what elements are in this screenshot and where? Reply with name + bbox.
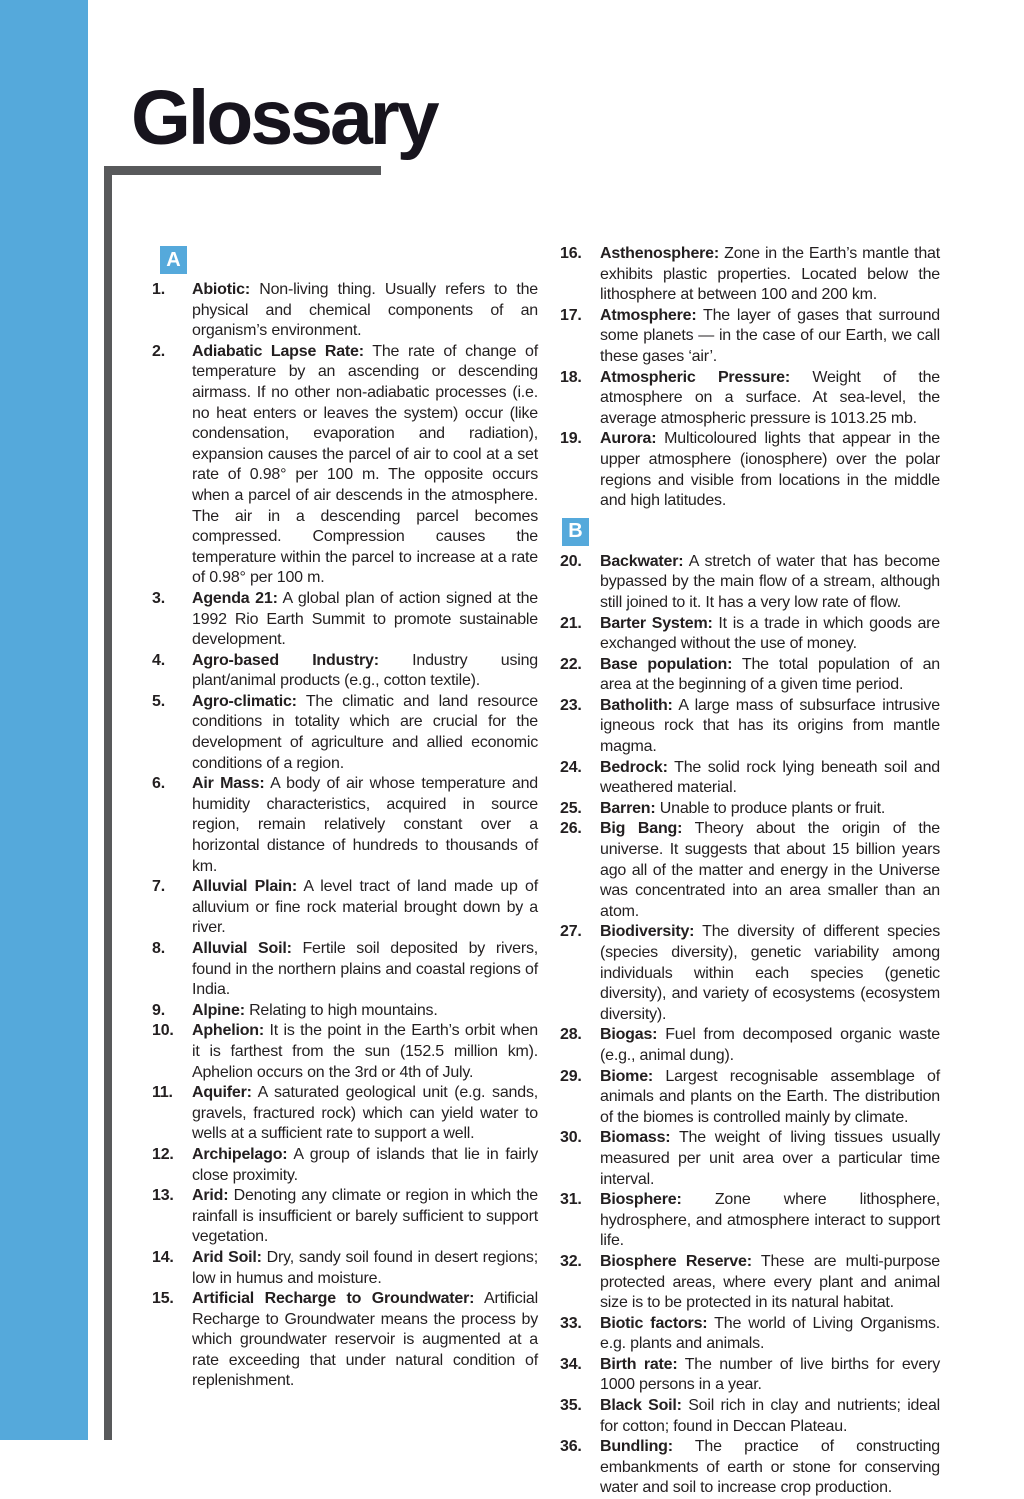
entry-definition: The number of live births for every 1000 persons in a year. — [600, 1355, 940, 1394]
entry-number: 8. — [152, 940, 165, 957]
entry-body — [192, 1022, 538, 1080]
entry-body — [192, 1146, 538, 1184]
glossary-entry — [560, 696, 940, 758]
entry-definition: Multicoloured lights that appear in the upper atmosphere (ionosphere) over the polar regions and visible from locations in the middle and high latitudes. — [600, 430, 940, 510]
entry-number: 18. — [560, 368, 582, 386]
entry-definition: Unable to produce plants or fruit. — [655, 799, 886, 817]
entry-definition: The world of Living Organisms. e.g. plants and animals. — [600, 1314, 940, 1353]
entry-number: 4. — [152, 651, 165, 669]
entry-definition: Theory about the origin of the universe. It suggests that about 15 billion years ago all of the matter and energy in the Universe was concentrated into an area smaller than an atom. — [600, 820, 940, 920]
entry-number: 23. — [560, 696, 582, 714]
glossary-entry — [560, 1190, 940, 1252]
entry-body — [600, 615, 940, 653]
glossary-entry — [560, 552, 940, 614]
entry-number: 24. — [560, 758, 582, 776]
entry-number: 6. — [152, 775, 165, 793]
glossary-entry — [560, 1355, 940, 1396]
entry-definition: A saturated geological unit (e.g. sands, gravels, fractured rock) which can yield water to wells at a sufficient rate to support a well. — [192, 1084, 538, 1143]
entry-definition: Largest recognisable assemblage of animals and plants on the Earth. The distribution of the biomes is controlled mainly by climate. — [600, 1067, 940, 1126]
entry-body — [600, 1315, 940, 1353]
column-left — [152, 244, 538, 1499]
entry-definition: The rate of change of temperature by an ascending or descending airmass. If no other non-adiabatic processes (i.e. no heat enters or leaves the system) occur (like condensation, evaporation and radiation), expansion causes the parcel of air to cool at a set rate of 0.98° per 100 m. The opposite occurs when a parcel of air descends in the atmosphere. The air in a descending parcel becomes compressed. Compression causes the temperature within the parcel to increase at a rate of 0.98° per 100 m. — [192, 342, 538, 587]
entry-term: Arid Soil: — [192, 1248, 262, 1266]
entry-definition: Fuel from decomposed organic waste (e.g., animal dung). — [600, 1026, 940, 1064]
entry-body — [600, 1397, 940, 1435]
entry-body — [600, 1253, 940, 1311]
entry-body — [600, 307, 940, 365]
entry-body — [192, 1187, 538, 1245]
entry-term: Base population: — [600, 655, 733, 673]
entry-term: Biotic factors: — [600, 1314, 708, 1332]
glossary-entry — [152, 1001, 538, 1022]
glossary-entry — [560, 1128, 940, 1190]
entry-term: Barren: — [600, 799, 656, 817]
glossary-entry — [152, 651, 538, 692]
entry-term: Biosphere: — [600, 1191, 682, 1209]
entry-number: 3. — [152, 589, 165, 607]
entry-term: Barter System: — [600, 614, 713, 632]
entry-body — [192, 590, 538, 648]
left-accent-bar — [0, 0, 88, 1440]
section-letter-badge: A — [160, 246, 187, 274]
entry-term: Adiabatic Lapse Rate: — [192, 342, 364, 360]
entry-number: 9. — [152, 1001, 165, 1019]
entry-term: Bedrock: — [600, 758, 668, 776]
column-right — [560, 244, 940, 1499]
entry-definition: Non-living thing. Usually refers to the physical and chemical components of an organism’s environment. — [192, 281, 538, 340]
entry-body — [192, 940, 538, 998]
glossary-entry — [560, 1252, 940, 1314]
glossary-entry — [152, 589, 538, 651]
entry-body — [192, 1290, 538, 1389]
entry-number: 33. — [560, 1314, 582, 1332]
entry-body — [600, 1068, 940, 1126]
entry-body — [192, 878, 538, 936]
entry-term: Backwater: — [600, 552, 684, 570]
entry-number: 35. — [560, 1397, 582, 1415]
entry-definition: The climatic and land resource conditions in totality which are crucial for the development of agriculture and allied economic conditions of a region. — [192, 692, 538, 772]
entry-definition: Soil rich in clay and nutrients; ideal for cotton; found in Deccan Plateau. — [600, 1397, 940, 1435]
glossary-entry — [560, 1025, 940, 1066]
entry-number: 12. — [152, 1145, 174, 1163]
entry-definition: A stretch of water that has become bypassed by the main flow of a stream, although still joined to it. It has a very low rate of flow. — [600, 552, 940, 611]
glossary-entry — [152, 1021, 538, 1083]
entry-term: Agenda 21: — [192, 589, 278, 607]
entry-term: Aquifer: — [192, 1084, 252, 1102]
entry-definition: The total population of an area at the beginning of a given time period. — [600, 655, 940, 694]
entry-number: 26. — [560, 820, 582, 838]
entry-term: Agro-climatic: — [192, 692, 297, 710]
entry-number: 11. — [152, 1084, 173, 1102]
entry-definition: Relating to high mountains. — [244, 1001, 438, 1019]
entry-term: Arid: — [192, 1187, 229, 1205]
glossary-entry — [560, 244, 940, 306]
entry-term: Batholith: — [600, 696, 673, 714]
glossary-entry — [152, 774, 538, 877]
entry-definition: Dry, sandy soil found in desert regions; low in humus and moisture. — [192, 1248, 538, 1287]
entry-term: Alluvial Soil: — [192, 940, 292, 957]
entry-body — [192, 1249, 538, 1287]
entry-number: 5. — [152, 692, 165, 710]
entry-definition: It is a trade in which goods are exchanged without the use of money. — [600, 614, 941, 653]
entry-definition: It is the point in the Earth’s orbit when it is farthest from the sun (152.5 million km). Aphelion occurs on the 3rd or 4th of July. — [192, 1022, 538, 1081]
glossary-entry — [560, 429, 940, 511]
glossary-entry — [560, 1314, 940, 1355]
entry-term: Biosphere Reserve: — [600, 1252, 752, 1270]
entry-body — [192, 1002, 438, 1019]
entry-term: Aurora: — [600, 430, 657, 448]
glossary-content — [152, 244, 940, 1499]
entry-body — [600, 1356, 940, 1394]
entry-number: 14. — [152, 1248, 174, 1266]
entry-number: 7. — [152, 878, 165, 896]
entry-definition: The layer of gases that surround some planets — in the case of our Earth, we call these gases ‘air’. — [600, 306, 940, 365]
section-letter-badge: B — [562, 518, 589, 546]
entry-definition: The solid rock lying beneath soil and weathered material. — [600, 758, 940, 797]
entry-term: Biogas: — [600, 1026, 658, 1044]
entry-body — [600, 369, 940, 427]
entry-definition: A group of islands that lie in fairly close proximity. — [192, 1145, 538, 1184]
entry-number: 27. — [560, 923, 582, 941]
entry-body — [600, 697, 940, 755]
entry-body — [600, 245, 940, 303]
entry-body — [600, 820, 940, 919]
glossary-entry — [152, 1083, 538, 1145]
entry-number: 34. — [560, 1355, 582, 1373]
entry-definition: Fertile soil deposited by rivers, found in the northern plains and coastal regions of India. — [192, 940, 539, 999]
glossary-entry — [152, 342, 538, 589]
entry-term: Biome: — [600, 1067, 654, 1085]
entry-definition: The weight of living tissues usually measured per unit area over a particular time interval. — [600, 1129, 940, 1188]
entry-body — [192, 652, 538, 690]
entry-term: Abiotic: — [192, 281, 250, 298]
glossary-entry — [560, 1437, 940, 1499]
glossary-entry — [152, 877, 538, 939]
entry-body — [600, 1026, 940, 1064]
glossary-entry — [560, 758, 940, 799]
entry-term: Atmosphere: — [600, 306, 697, 324]
entry-body — [192, 343, 538, 587]
entry-term: Alpine: — [192, 1001, 245, 1019]
entry-definition: Artificial Recharge to Groundwater means the process by which groundwater reservoir is augmented at a rate exceeding that under natural condition of replenishment. — [192, 1290, 538, 1390]
entry-definition: These are multi-purpose protected areas, where every plant and animal size is to be protected in its natural habitat. — [600, 1252, 940, 1312]
entry-number: 10. — [152, 1022, 174, 1040]
entry-definition: The practice of constructing embankments of earth or stone for conserving water and soil to increase crop production. — [600, 1438, 940, 1497]
entry-definition: Industry using plant/animal products (e.g., cotton textile). — [192, 651, 538, 690]
entry-definition: A global plan of action signed at the 1992 Rio Earth Summit to promote sustainable development. — [192, 589, 538, 649]
title-underline-bar — [104, 166, 381, 175]
entry-body — [192, 775, 538, 874]
entry-term: Biomass: — [600, 1129, 671, 1147]
glossary-entry — [560, 368, 940, 430]
entry-number: 15. — [152, 1290, 174, 1308]
entry-body — [600, 430, 940, 509]
entry-number: 16. — [560, 245, 582, 262]
entry-number: 1. — [152, 281, 165, 298]
entry-number: 25. — [560, 799, 582, 817]
page-title: Glossary — [131, 75, 437, 161]
entry-definition: The diversity of different species (species diversity), genetic variability among individuals within each species (genetic diversity), and variety of ecosystems (ecosystem diversity). — [600, 923, 940, 1023]
glossary-entry — [152, 939, 538, 1001]
entry-number: 30. — [560, 1129, 582, 1147]
entry-number: 31. — [560, 1191, 582, 1209]
entry-number: 36. — [560, 1438, 582, 1456]
entry-number: 20. — [560, 552, 582, 570]
entry-body — [192, 1084, 538, 1142]
entry-body — [600, 800, 885, 817]
glossary-entry — [152, 1289, 538, 1392]
glossary-entry — [152, 1186, 538, 1248]
entry-number: 28. — [560, 1026, 582, 1044]
glossary-entry — [560, 819, 940, 922]
entry-term: Artificial Recharge to Groundwater: — [192, 1290, 475, 1308]
entry-term: Air Mass: — [192, 775, 265, 793]
entry-body — [600, 1438, 940, 1496]
entry-definition: Weight of the atmosphere on a surface. At sea-level, the average atmospheric pressure is 1013.25 mb. — [600, 368, 940, 427]
glossary-entry — [560, 614, 940, 655]
entry-term: Atmospheric Pressure: — [600, 368, 790, 386]
entry-number: 29. — [560, 1067, 582, 1085]
glossary-entry — [152, 692, 538, 774]
entry-definition: Zone where lithosphere, hydrosphere, and atmosphere interact to support life. — [600, 1191, 940, 1250]
content-left-rule — [104, 166, 112, 1440]
entry-body — [600, 1129, 940, 1187]
entry-number: 22. — [560, 655, 582, 673]
entry-body — [192, 693, 538, 772]
entry-number: 17. — [560, 306, 582, 324]
entry-number: 21. — [560, 614, 582, 632]
glossary-entry — [560, 1396, 940, 1437]
entry-definition: A body of air whose temperature and humidity characteristics, acquired in source region, remain relatively constant over a horizontal distance of hundreds to thousands of km. — [192, 775, 538, 875]
entry-body — [600, 923, 940, 1022]
entry-term: Birth rate: — [600, 1355, 678, 1373]
entry-term: Biodiversity: — [600, 923, 695, 941]
glossary-entry — [560, 1067, 940, 1129]
entry-term: Aphelion: — [192, 1022, 264, 1040]
entry-number: 13. — [152, 1187, 174, 1205]
entry-term: Black Soil: — [600, 1397, 682, 1415]
glossary-entry — [560, 799, 940, 820]
entry-number: 2. — [152, 342, 165, 360]
entry-body — [600, 759, 940, 797]
entry-definition: Zone in the Earth’s mantle that exhibits plastic properties. Located below the lithosphere at between 100 and 200 km. — [600, 245, 940, 304]
entry-definition: A large mass of subsurface intrusive igneous rock that has its origins from mantle magma. — [600, 696, 940, 756]
entry-term: Asthenosphere: — [600, 245, 719, 262]
entry-term: Big Bang: — [600, 820, 683, 838]
entry-term: Bundling: — [600, 1438, 673, 1456]
entry-term: Archipelago: — [192, 1145, 288, 1163]
glossary-entry — [560, 306, 940, 368]
glossary-entry — [152, 1145, 538, 1186]
entry-body — [600, 1191, 940, 1249]
glossary-entry — [152, 1248, 538, 1289]
glossary-entry — [560, 922, 940, 1025]
entry-term: Agro-based Industry: — [192, 651, 379, 669]
entry-number: 19. — [560, 430, 582, 448]
entry-body — [600, 656, 940, 694]
entry-body — [192, 281, 538, 339]
entry-number: 32. — [560, 1252, 582, 1270]
entry-body — [600, 553, 940, 611]
glossary-entry — [152, 280, 538, 342]
entry-definition: A level tract of land made up of alluvium or fine rock material brought down by a river. — [192, 878, 538, 937]
entry-definition: Denoting any climate or region in which the rainfall is insufficient or barely sufficient to support vegetation. — [192, 1187, 538, 1246]
entry-term: Alluvial Plain: — [192, 878, 297, 896]
glossary-entry — [560, 655, 940, 696]
